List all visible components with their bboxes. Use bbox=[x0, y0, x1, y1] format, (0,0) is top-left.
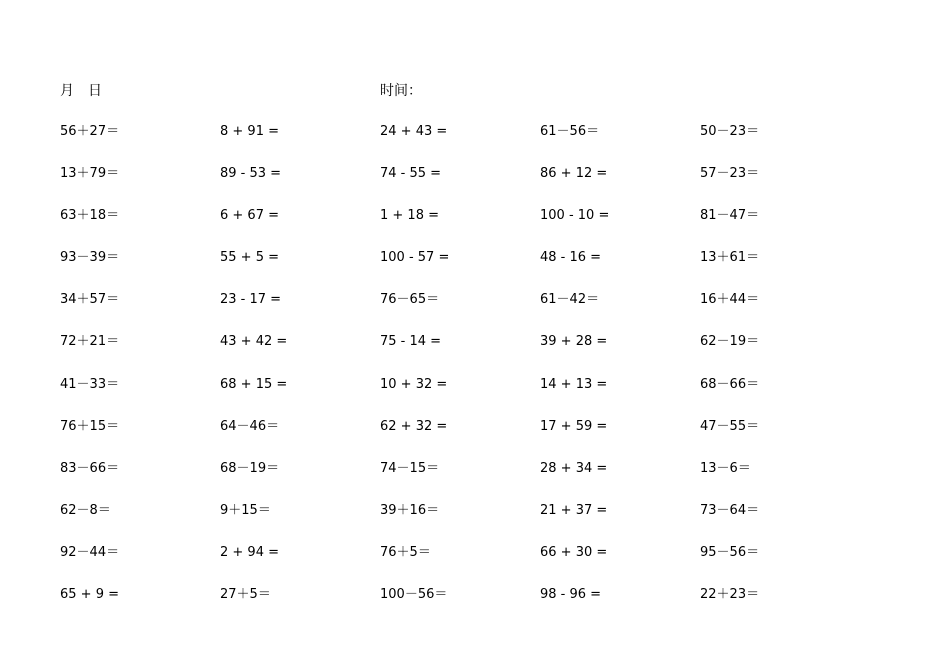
problem-row bbox=[60, 248, 880, 290]
math-problem: 74－15＝ bbox=[380, 460, 440, 476]
math-problem: 93－39＝ bbox=[60, 250, 120, 266]
math-problem: 65 + 9 = bbox=[60, 587, 119, 603]
problem-row bbox=[60, 417, 880, 459]
math-problem: 39 + 28 = bbox=[540, 334, 608, 350]
math-problem: 39＋16＝ bbox=[380, 502, 440, 518]
math-problem: 72＋21＝ bbox=[60, 334, 120, 350]
math-problem: 27＋5＝ bbox=[220, 587, 271, 603]
math-problem: 22＋23＝ bbox=[700, 587, 760, 603]
problem-row bbox=[60, 543, 880, 585]
math-problem: 34＋57＝ bbox=[60, 292, 120, 308]
math-problem: 74 - 55 = bbox=[380, 166, 442, 182]
math-problem: 83－66＝ bbox=[60, 460, 120, 476]
math-problem: 100 - 57 = bbox=[380, 250, 450, 266]
problem-row bbox=[60, 206, 880, 248]
math-problem: 8 + 91 = bbox=[220, 124, 279, 139]
problem-row bbox=[60, 122, 880, 164]
math-problem: 98 - 96 = bbox=[540, 587, 602, 603]
math-problem: 81－47＝ bbox=[700, 208, 760, 224]
problem-row bbox=[60, 585, 880, 627]
math-problem: 92－44＝ bbox=[60, 544, 120, 560]
math-problem: 100－56＝ bbox=[380, 587, 448, 603]
worksheet-header bbox=[60, 80, 860, 100]
problem-grid bbox=[60, 122, 880, 627]
math-problem: 89 - 53 = bbox=[220, 166, 282, 182]
math-problem: 2 + 94 = bbox=[220, 544, 279, 560]
math-problem: 6 + 67 = bbox=[220, 208, 279, 224]
math-problem: 76－65＝ bbox=[380, 292, 440, 308]
math-problem: 68－66＝ bbox=[700, 376, 760, 392]
time-label: 时间： bbox=[380, 83, 422, 99]
math-problem: 95－56＝ bbox=[700, 544, 760, 560]
problem-row bbox=[60, 375, 880, 417]
problem-row bbox=[60, 501, 880, 543]
math-problem: 48 - 16 = bbox=[540, 250, 602, 266]
math-problem: 47－55＝ bbox=[700, 418, 760, 434]
math-problem: 1 + 18 = bbox=[380, 208, 439, 224]
math-problem: 56＋27＝ bbox=[60, 124, 120, 139]
date-label: 月 日 bbox=[60, 83, 102, 99]
math-problem: 66 + 30 = bbox=[540, 544, 608, 560]
math-problem: 50－23＝ bbox=[700, 124, 760, 139]
math-problem: 21 + 37 = bbox=[540, 502, 608, 518]
math-problem: 63＋18＝ bbox=[60, 208, 120, 224]
math-problem: 76＋15＝ bbox=[60, 418, 120, 434]
math-problem: 62－19＝ bbox=[700, 334, 760, 350]
math-problem: 75 - 14 = bbox=[380, 334, 442, 350]
math-problem: 13＋61＝ bbox=[700, 250, 760, 266]
math-problem: 62－8＝ bbox=[60, 502, 111, 518]
math-problem: 28 + 34 = bbox=[540, 460, 608, 476]
math-problem: 55 + 5 = bbox=[220, 250, 279, 266]
problem-row bbox=[60, 459, 880, 501]
problem-row bbox=[60, 290, 880, 332]
math-problem: 23 - 17 = bbox=[220, 292, 282, 308]
problem-row bbox=[60, 164, 880, 206]
math-problem: 68－19＝ bbox=[220, 460, 280, 476]
math-problem: 13＋79＝ bbox=[60, 166, 120, 182]
math-problem: 14 + 13 = bbox=[540, 376, 608, 392]
math-problem: 10 + 32 = bbox=[380, 376, 448, 392]
math-problem: 61－56＝ bbox=[540, 124, 600, 139]
math-problem: 13－6＝ bbox=[700, 460, 751, 476]
math-problem: 43 + 42 = bbox=[220, 334, 288, 350]
math-problem: 16＋44＝ bbox=[700, 292, 760, 308]
math-problem: 9＋15＝ bbox=[220, 502, 271, 518]
math-problem: 24 + 43 = bbox=[380, 124, 448, 139]
problem-row bbox=[60, 332, 880, 374]
math-problem: 76＋5＝ bbox=[380, 544, 431, 560]
math-problem: 64－46＝ bbox=[220, 418, 280, 434]
math-problem: 57－23＝ bbox=[700, 166, 760, 182]
math-problem: 100 - 10 = bbox=[540, 208, 610, 224]
math-problem: 86 + 12 = bbox=[540, 166, 608, 182]
math-problem: 17 + 59 = bbox=[540, 418, 608, 434]
math-problem: 73－64＝ bbox=[700, 502, 760, 518]
math-problem: 62 + 32 = bbox=[380, 418, 448, 434]
math-problem: 41－33＝ bbox=[60, 376, 120, 392]
math-problem: 68 + 15 = bbox=[220, 376, 288, 392]
math-problem: 61－42＝ bbox=[540, 292, 600, 308]
